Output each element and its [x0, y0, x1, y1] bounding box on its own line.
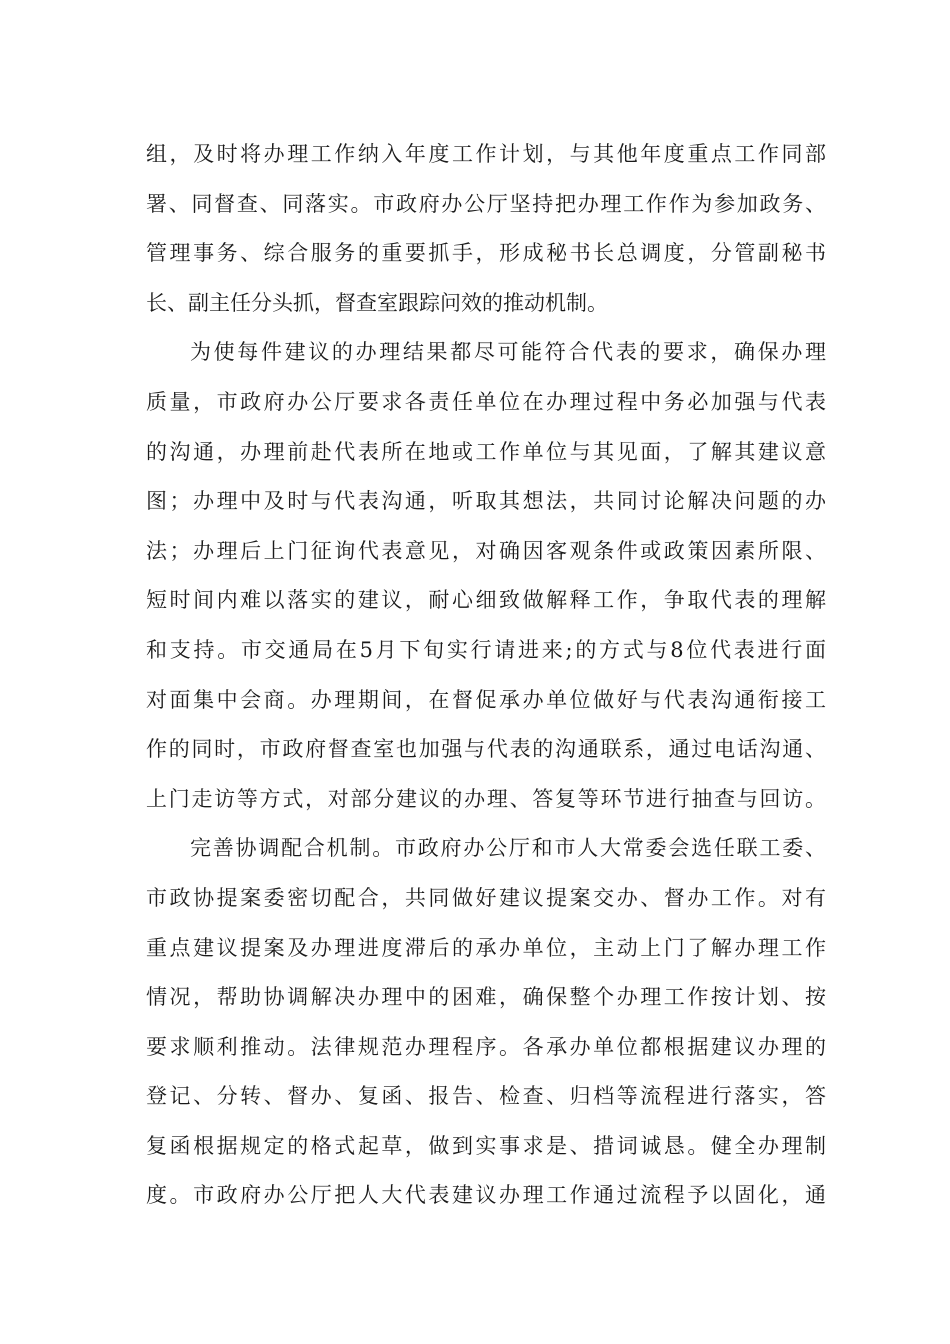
text-line: 短时间内难以落实的建议，耐心细致做解释工作，争取代表的理解: [146, 588, 826, 613]
paragraph-end-line: 上门走访等方式，对部分建议的办理、答复等环节进行抽查与回访。: [146, 786, 826, 811]
text-line: 组，及时将办理工作纳入年度工作计划，与其他年度重点工作同部: [146, 142, 826, 166]
text-line: 法；办理后上门征询代表意见，对确因客观条件或政策因素所限、: [146, 538, 826, 563]
paragraph-end-line: 长、副主任分头抓，督查室跟踪问效的推动机制。: [146, 290, 608, 315]
text-line: 作的同时，市政府督查室也加强与代表的沟通联系，通过电话沟通、: [146, 737, 826, 762]
paragraph-start-line: 完善协调配合机制。市政府办公厅和市人大常委会选任联工委、: [190, 836, 826, 861]
text-line: 和支持。市交通局在5月下旬实行请进来;的方式与8位代表进行面: [146, 637, 826, 662]
text-line: 情况，帮助协调解决办理中的困难，确保整个办理工作按计划、按: [146, 985, 826, 1010]
paragraph-start-line: 为使每件建议的办理结果都尽可能符合代表的要求，确保办理: [190, 340, 826, 365]
text-line: 度。市政府办公厅把人大代表建议办理工作通过流程予以固化，通: [146, 1183, 826, 1208]
text-line: 重点建议提案及办理进度滞后的承办单位，主动上门了解办理工作: [146, 935, 826, 960]
text-line: 复函根据规定的格式起草，做到实事求是、措词诚恳。健全办理制: [146, 1133, 826, 1158]
text-line: 质量，市政府办公厅要求各责任单位在办理过程中务必加强与代表: [146, 389, 826, 414]
text-line: 要求顺利推动。法律规范办理程序。各承办单位都根据建议办理的: [146, 1034, 826, 1059]
text-line: 署、同督查、同落实。市政府办公厅坚持把办理工作作为参加政务、: [146, 191, 826, 216]
text-line: 图；办理中及时与代表沟通，听取其想法，共同讨论解决问题的办: [146, 489, 826, 514]
body-text: [146, 130, 826, 1221]
text-line: 对面集中会商。办理期间，在督促承办单位做好与代表沟通衔接工: [146, 687, 826, 712]
text-line: 登记、分转、督办、复函、报告、检查、归档等流程进行落实，答: [146, 1084, 826, 1109]
text-line: 的沟通，办理前赴代表所在地或工作单位与其见面，了解其建议意: [146, 439, 826, 464]
text-line: 市政协提案委密切配合，共同做好建议提案交办、督办工作。对有: [146, 885, 826, 910]
text-line: 管理事务、综合服务的重要抓手，形成秘书长总调度，分管副秘书: [146, 241, 826, 266]
